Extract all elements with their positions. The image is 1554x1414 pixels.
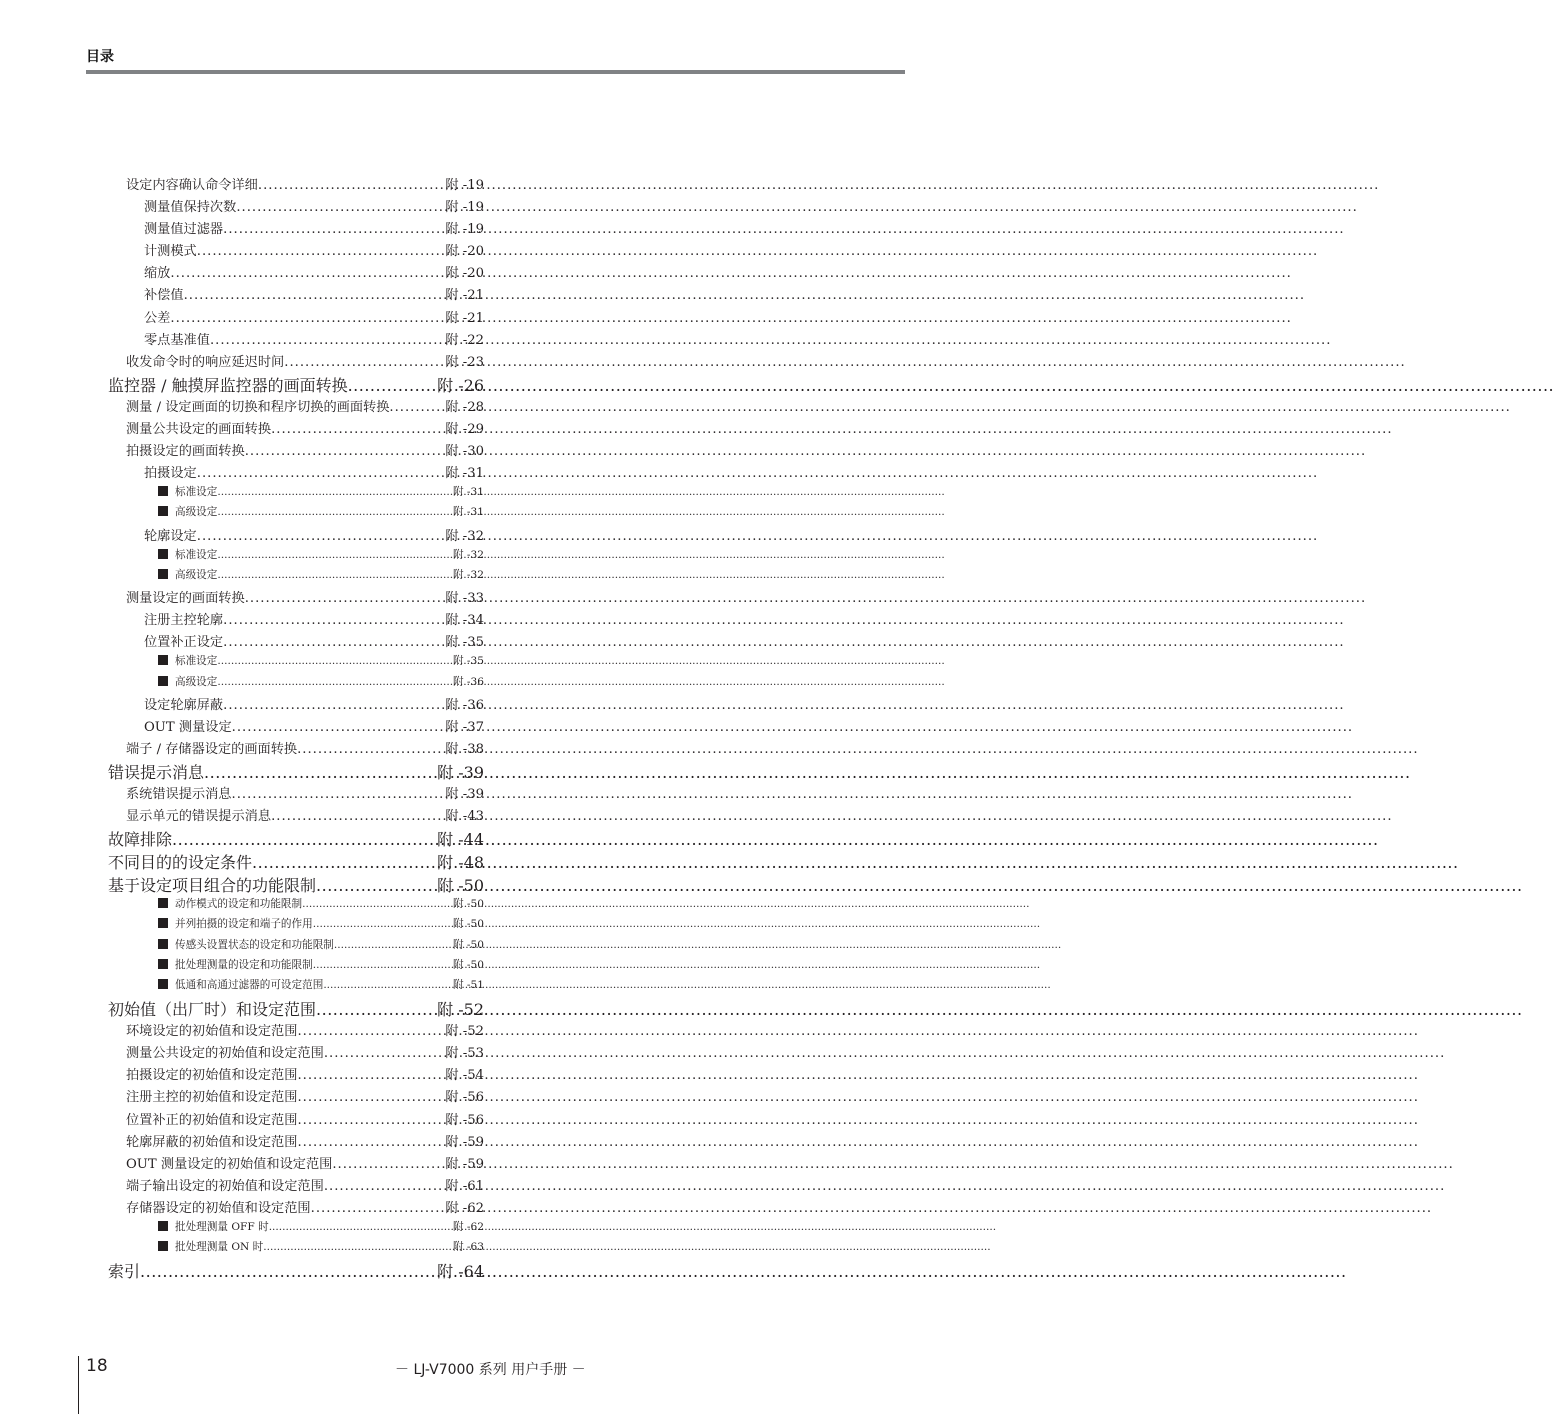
toc-entry-label: 测量公共设定的初始值和设定范围 <box>126 1046 324 1062</box>
toc-entry-page: 附 -31 <box>452 486 484 499</box>
dot-leader <box>263 1241 451 1253</box>
toc-entry-label: 系统错误提示消息 <box>126 787 232 802</box>
toc-entry-page: 附 -29 <box>445 421 484 437</box>
toc-entry-page: 附 -37 <box>445 719 484 735</box>
toc-entry-label: 计测模式 <box>144 244 197 260</box>
toc-entry-title <box>126 1042 324 1061</box>
square-bullet-icon <box>158 655 168 665</box>
toc-entry-label: 错误提示消息 <box>108 763 205 782</box>
toc-entry-title <box>126 1109 297 1128</box>
toc-entry[interactable] <box>108 351 484 373</box>
dot-leader <box>271 422 443 437</box>
toc-entry-title <box>144 262 170 281</box>
toc-entry-label: 存储器设定的初始值和设定范围 <box>126 1200 311 1216</box>
toc-entry-label: 拍摄设定的初始值和设定范围 <box>126 1068 298 1084</box>
toc-entry[interactable] <box>108 240 484 262</box>
dot-leader <box>284 355 443 370</box>
toc-entry-label: 高级设定 <box>175 568 218 581</box>
dot-leader <box>184 288 444 303</box>
square-bullet-icon <box>158 486 168 496</box>
toc-entry-page: 附 -64 <box>437 1262 484 1282</box>
dot-leader <box>172 830 435 849</box>
dot-leader <box>217 549 451 561</box>
toc-entry-label: 批处理测量 ON 时 <box>175 1241 264 1254</box>
dot-leader <box>313 918 451 930</box>
dot-leader <box>271 809 443 824</box>
dot-leader <box>232 787 444 802</box>
toc-entry[interactable] <box>108 504 484 524</box>
dot-leader <box>197 466 444 481</box>
toc-entry-page: 附 -59 <box>445 1134 484 1150</box>
toc-entry[interactable] <box>108 694 484 716</box>
toc-entry[interactable] <box>108 873 484 896</box>
toc-entry-label: 轮廓屏蔽的初始值和设定范围 <box>126 1134 298 1150</box>
dot-leader <box>389 400 443 415</box>
toc-entry-page: 附 -21 <box>445 310 484 326</box>
toc-entry[interactable] <box>108 896 484 916</box>
toc-entry-title <box>108 1259 140 1282</box>
toc-entry-label: 注册主控轮廓 <box>144 613 224 629</box>
toc-entry-title <box>144 218 223 237</box>
toc-entry-page: 附 -33 <box>445 591 484 607</box>
toc-entry-page: 附 -53 <box>445 1046 484 1062</box>
toc-entry-label: 端子输出设定的初始值和设定范围 <box>126 1178 324 1194</box>
toc-entry-page: 附 -56 <box>445 1090 484 1106</box>
toc-entry[interactable] <box>108 1175 484 1197</box>
toc-entry[interactable] <box>108 783 484 805</box>
dot-leader <box>297 1135 443 1150</box>
toc-entry-page: 附 -35 <box>445 635 484 651</box>
toc-entry-page: 附 -32 <box>452 568 484 581</box>
dot-leader <box>223 222 443 237</box>
dot-leader <box>302 898 451 910</box>
toc-entry[interactable] <box>108 218 484 240</box>
dot-leader <box>258 178 444 193</box>
toc-entry-page: 附 -62 <box>445 1200 484 1216</box>
toc-entry-label: 测量公共设定的画面转换 <box>126 421 272 437</box>
toc-entry[interactable] <box>108 674 484 694</box>
toc-entry-page: 附 -61 <box>445 1178 484 1194</box>
dot-leader <box>217 569 451 581</box>
toc-entry-page: 附 -43 <box>445 809 484 825</box>
toc-entry-page: 附 -39 <box>445 787 484 802</box>
toc-entry-page: 附 -35 <box>452 655 484 668</box>
toc-entry[interactable] <box>108 805 484 827</box>
dot-leader <box>334 939 451 951</box>
square-bullet-icon <box>158 676 168 686</box>
dot-leader <box>323 979 451 991</box>
toc-entry-label: 零点基准值 <box>144 332 210 348</box>
dot-leader <box>313 959 451 971</box>
toc-entry[interactable] <box>108 1259 484 1282</box>
toc-entry-label: 设定轮廓屏蔽 <box>144 697 224 713</box>
toc-entry[interactable] <box>108 284 484 306</box>
toc-entry[interactable] <box>108 547 484 567</box>
square-bullet-icon <box>158 1221 168 1231</box>
toc-entry-title <box>126 1175 324 1194</box>
toc-entry[interactable] <box>108 1109 484 1131</box>
toc-entry[interactable] <box>108 760 484 783</box>
toc-entry-title <box>126 418 271 437</box>
toc-entry[interactable] <box>108 307 484 329</box>
toc-entry-page: 附 -21 <box>445 288 484 304</box>
toc-entry-label: 标准设定 <box>175 548 218 561</box>
toc-entry-label: 不同目的的设定条件 <box>108 853 253 873</box>
toc-entry-title <box>126 1197 311 1216</box>
toc-entry-label: 测量值过滤器 <box>144 222 224 238</box>
toc-entry[interactable] <box>108 440 484 462</box>
toc-entry-title <box>158 896 302 911</box>
toc-entry-label: 标准设定 <box>175 655 218 668</box>
toc-entry-page: 附 -54 <box>445 1068 484 1084</box>
toc-entry[interactable] <box>108 567 484 587</box>
toc-entry-page: 附 -51 <box>452 978 484 991</box>
dot-leader <box>217 486 451 498</box>
toc-entry-page: 附 -38 <box>445 741 484 757</box>
toc-entry-title <box>144 525 197 544</box>
toc-entry-title <box>108 850 252 873</box>
dot-leader <box>245 591 444 606</box>
toc-entry-label: 拍摄设定 <box>144 466 197 482</box>
toc-entry-label: 标准设定 <box>175 486 218 499</box>
toc-entry[interactable] <box>108 631 484 653</box>
dot-leader <box>324 1179 444 1194</box>
toc-entry-title <box>158 957 313 972</box>
toc-entry-title <box>158 484 217 499</box>
dot-leader <box>316 876 435 895</box>
dot-leader <box>217 676 451 688</box>
toc-entry-title <box>144 307 170 326</box>
toc-entry-label: 高级设定 <box>175 675 218 688</box>
toc-entry-page: 附 -31 <box>452 506 484 519</box>
toc-entry-page: 附 -50 <box>452 958 484 971</box>
square-bullet-icon <box>158 549 168 559</box>
toc-entry[interactable] <box>108 484 484 504</box>
toc-entry-label: 测量 / 设定画面的切换和程序切换的画面转换 <box>126 399 390 415</box>
dot-leader <box>140 1262 435 1281</box>
toc-entry[interactable] <box>108 609 484 631</box>
toc-entry-title <box>144 240 197 259</box>
square-bullet-icon <box>158 898 168 908</box>
toc-entry-title <box>126 1131 297 1150</box>
toc-entry-page: 附 -62 <box>452 1220 484 1233</box>
toc-entry-title <box>144 609 223 628</box>
toc-entry-label: 位置补正设定 <box>144 635 224 651</box>
toc-entry-label: 故障排除 <box>108 830 173 850</box>
toc-entry[interactable] <box>108 396 484 418</box>
square-bullet-icon <box>158 979 168 989</box>
toc-entry[interactable] <box>108 1153 484 1175</box>
toc-entry-page: 附 -19 <box>445 178 484 193</box>
toc-entry-label: 显示单元的错误提示消息 <box>126 809 272 825</box>
toc-entry-title <box>126 783 232 802</box>
toc-entry-label: 低通和高通过滤器的可设定范围 <box>175 978 324 991</box>
dot-leader <box>252 853 435 872</box>
table-of-contents <box>108 174 484 1282</box>
toc-entry[interactable] <box>108 850 484 873</box>
toc-entry-label: 位置补正的初始值和设定范围 <box>126 1112 298 1128</box>
toc-entry[interactable] <box>108 916 484 936</box>
toc-entry[interactable] <box>108 174 484 196</box>
toc-entry-title <box>108 997 316 1020</box>
toc-entry-title <box>126 396 389 415</box>
toc-entry-label: OUT 测量设定的初始值和设定范围 <box>126 1156 333 1172</box>
toc-entry-page: 附 -59 <box>445 1156 484 1172</box>
dot-leader <box>232 720 444 735</box>
toc-entry-title <box>126 1153 332 1172</box>
toc-entry-title <box>158 916 313 931</box>
toc-entry-page: 附 -34 <box>445 613 484 629</box>
toc-entry-label: 并列拍摄的设定和端子的作用 <box>175 918 313 931</box>
toc-entry-title <box>126 587 245 606</box>
toc-entry-title <box>144 716 232 735</box>
square-bullet-icon <box>158 939 168 949</box>
toc-entry[interactable] <box>108 1131 484 1153</box>
toc-entry-label: 基于设定项目组合的功能限制 <box>108 876 317 896</box>
dot-leader <box>170 266 443 281</box>
toc-entry-label: 初始值（出厂时）和设定范围 <box>108 1000 317 1020</box>
dot-leader <box>316 1000 435 1019</box>
toc-entry[interactable] <box>108 716 484 738</box>
toc-entry-page: 附 -32 <box>452 548 484 561</box>
toc-entry-title <box>158 547 217 562</box>
dot-leader <box>297 1090 443 1105</box>
toc-entry-label: 环境设定的初始值和设定范围 <box>126 1024 298 1040</box>
toc-entry[interactable] <box>108 462 484 484</box>
dot-leader <box>223 613 443 628</box>
toc-entry-page: 附 -39 <box>437 763 484 782</box>
page-number: 18 <box>86 1356 108 1376</box>
toc-entry-page: 附 -31 <box>445 466 484 482</box>
square-bullet-icon <box>158 506 168 516</box>
toc-entry-title <box>144 329 210 348</box>
toc-entry[interactable] <box>108 525 484 547</box>
toc-entry-label: 批处理测量的设定和功能限制 <box>175 958 313 971</box>
toc-entry-title <box>126 351 284 370</box>
dot-leader <box>210 333 443 348</box>
toc-entry-label: 端子 / 存储器设定的画面转换 <box>126 741 298 757</box>
toc-entry[interactable] <box>108 827 484 850</box>
dot-leader <box>170 311 443 326</box>
toc-entry[interactable] <box>108 977 484 997</box>
dot-leader <box>223 698 443 713</box>
toc-entry-title <box>126 1020 297 1039</box>
dot-leader <box>297 1113 443 1128</box>
toc-entry-page: 附 -26 <box>437 375 484 395</box>
dot-leader <box>297 742 443 757</box>
toc-entry-page: 附 -23 <box>445 354 484 370</box>
toc-entry[interactable] <box>108 1219 484 1239</box>
toc-entry-label: 测量值保持次数 <box>144 200 237 216</box>
toc-entry-title <box>144 694 223 713</box>
dot-leader <box>204 763 435 782</box>
toc-entry-title <box>158 653 217 668</box>
toc-entry-label: 批处理测量 OFF 时 <box>175 1220 269 1233</box>
square-bullet-icon <box>158 1241 168 1251</box>
toc-entry-title <box>158 937 334 952</box>
toc-entry-label: 补偿值 <box>144 288 184 304</box>
toc-entry-label: 索引 <box>108 1262 141 1282</box>
toc-entry-title <box>108 760 204 783</box>
toc-entry-title <box>144 631 223 650</box>
toc-entry-title <box>158 977 323 992</box>
dot-leader <box>324 1046 444 1061</box>
toc-entry-title <box>126 738 297 757</box>
toc-entry-label: 注册主控的初始值和设定范围 <box>126 1090 298 1106</box>
toc-entry-page: 附 -32 <box>445 528 484 544</box>
toc-entry-title <box>158 674 217 689</box>
toc-entry-label: 设定内容确认命令详细 <box>126 178 258 193</box>
toc-entry-page: 附 -19 <box>445 200 484 216</box>
dot-leader <box>297 1024 443 1039</box>
toc-entry[interactable] <box>108 957 484 977</box>
toc-entry-label: 动作模式的设定和功能限制 <box>175 898 303 911</box>
toc-entry-title <box>108 373 348 396</box>
dot-leader <box>236 200 443 215</box>
toc-entry[interactable] <box>108 937 484 957</box>
toc-entry[interactable] <box>108 1086 484 1108</box>
toc-entry-label: 拍摄设定的画面转换 <box>126 444 245 460</box>
square-bullet-icon <box>158 569 168 579</box>
toc-entry[interactable] <box>108 738 484 760</box>
toc-entry-page: 附 -50 <box>437 876 484 896</box>
dot-leader <box>348 376 436 395</box>
toc-entry-page: 附 -50 <box>452 898 484 911</box>
toc-entry-page: 附 -44 <box>437 830 484 850</box>
toc-entry[interactable] <box>108 418 484 440</box>
footer-divider <box>78 1356 79 1414</box>
toc-entry-title <box>158 1219 269 1234</box>
toc-entry-page: 附 -52 <box>437 1000 484 1020</box>
toc-entry[interactable] <box>108 587 484 609</box>
toc-entry-page: 附 -19 <box>445 222 484 238</box>
toc-entry[interactable] <box>108 653 484 673</box>
toc-entry-page: 附 -48 <box>437 853 484 873</box>
dot-leader <box>197 244 444 259</box>
section-title: 目录 <box>86 49 114 65</box>
toc-entry-title <box>144 284 184 303</box>
dot-leader <box>217 506 451 518</box>
toc-entry-label: 公差 <box>144 310 171 326</box>
toc-entry-page: 附 -36 <box>445 697 484 713</box>
toc-entry-title <box>144 462 197 481</box>
toc-entry-title <box>126 440 245 459</box>
toc-entry-page: 附 -50 <box>452 918 484 931</box>
toc-entry-label: OUT 测量设定 <box>144 719 232 735</box>
toc-entry-title <box>144 196 236 215</box>
manual-title: － LJ-V7000 系列 用户手册 － <box>395 1362 586 1378</box>
toc-entry-label: 传感头设置状态的设定和功能限制 <box>175 938 334 951</box>
toc-entry-page: 附 -28 <box>445 399 484 415</box>
toc-entry-label: 缩放 <box>144 266 171 282</box>
toc-entry-title <box>126 805 271 824</box>
toc-entry-page: 附 -20 <box>445 266 484 282</box>
toc-entry-page: 附 -30 <box>445 444 484 460</box>
toc-entry-page: 附 -50 <box>452 938 484 951</box>
toc-entry-title <box>158 567 217 582</box>
dot-leader <box>217 655 451 667</box>
toc-entry-page: 附 -22 <box>445 332 484 348</box>
dot-leader <box>311 1201 444 1216</box>
toc-entry-title <box>158 504 217 519</box>
toc-entry[interactable] <box>108 329 484 351</box>
toc-entry-page: 附 -20 <box>445 244 484 260</box>
dot-leader <box>197 529 444 544</box>
toc-entry-label: 高级设定 <box>175 506 218 519</box>
toc-entry-title <box>108 873 316 896</box>
header-rule <box>86 70 905 74</box>
dot-leader <box>332 1157 443 1172</box>
toc-entry[interactable] <box>108 1042 484 1064</box>
toc-entry[interactable] <box>108 196 484 218</box>
toc-entry[interactable] <box>108 997 484 1020</box>
toc-entry-label: 测量设定的画面转换 <box>126 591 245 607</box>
toc-entry[interactable] <box>108 1020 484 1042</box>
toc-entry[interactable] <box>108 1239 484 1259</box>
square-bullet-icon <box>158 918 168 928</box>
toc-entry-page: 附 -56 <box>445 1112 484 1128</box>
toc-entry-page: 附 -63 <box>452 1241 484 1254</box>
toc-entry-label: 监控器 / 触摸屏监控器的画面转换 <box>108 375 348 395</box>
toc-entry-title <box>108 827 172 850</box>
toc-entry-title <box>158 1239 263 1254</box>
toc-entry-label: 轮廓设定 <box>144 528 197 544</box>
toc-entry-page: 附 -52 <box>445 1024 484 1040</box>
toc-entry-title <box>126 1086 297 1105</box>
square-bullet-icon <box>158 959 168 969</box>
dot-leader <box>269 1221 451 1233</box>
toc-entry-label: 收发命令时的响应延迟时间 <box>126 354 285 370</box>
dot-leader <box>223 635 443 650</box>
toc-entry[interactable] <box>108 1197 484 1219</box>
toc-entry-title <box>126 174 258 193</box>
toc-entry[interactable] <box>108 373 484 396</box>
toc-entry-page: 附 -36 <box>452 675 484 688</box>
dot-leader <box>245 444 444 459</box>
toc-entry-title <box>126 1064 297 1083</box>
toc-entry[interactable] <box>108 262 484 284</box>
dot-leader <box>297 1068 443 1083</box>
toc-entry[interactable] <box>108 1064 484 1086</box>
